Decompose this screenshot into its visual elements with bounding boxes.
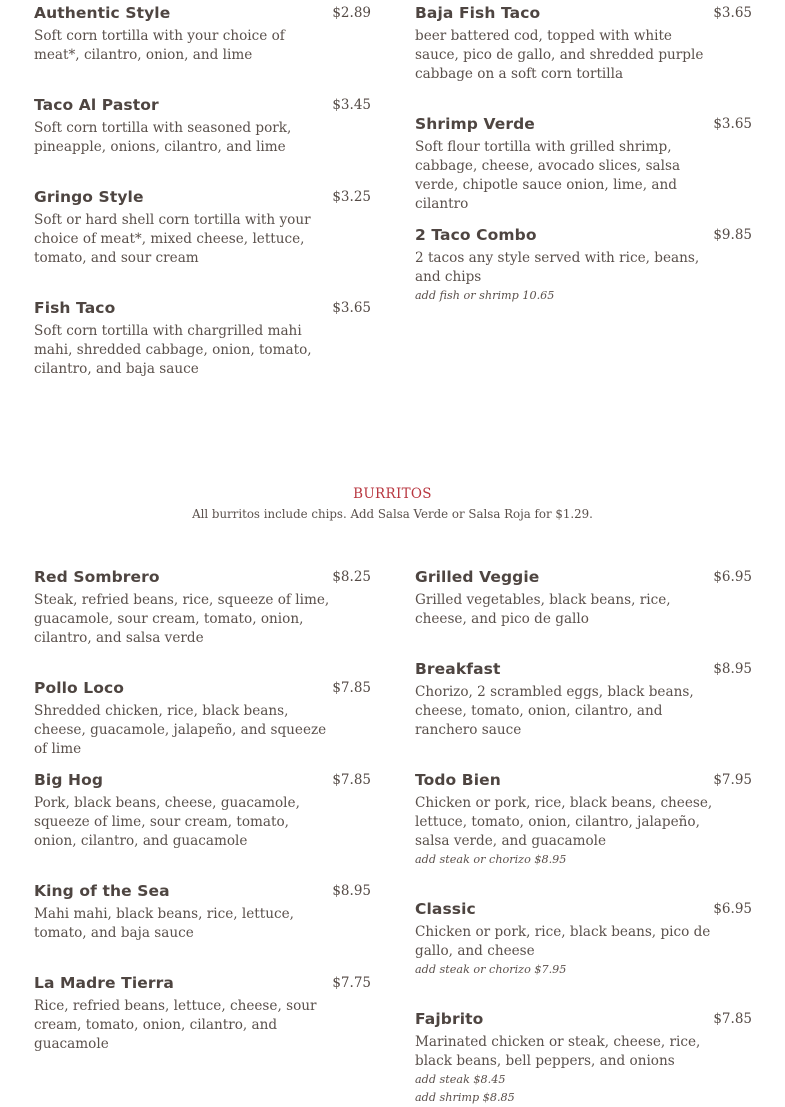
item-name: Pollo Loco <box>34 679 125 697</box>
item-price: $8.25 <box>332 569 371 585</box>
item-description: Soft or hard shell corn tortilla with your choice of meat*, mixed cheese, lettuce, tomato, and sour cream <box>34 212 311 266</box>
item-price: $3.25 <box>332 189 371 205</box>
item-description: Chicken or pork, rice, black beans, pico de gallo, and cheese <box>415 924 711 959</box>
item-description: Chorizo, 2 scrambled eggs, black beans, cheese, tomato, onion, cilantro, and ranchero sauce <box>415 684 694 738</box>
item-name: Red Sombrero <box>34 568 160 586</box>
menu-item-gringo-style <box>34 187 371 268</box>
item-note: add steak or chorizo $7.95 <box>415 963 567 976</box>
burritos-left-column-5 <box>34 973 371 1054</box>
item-price: $8.95 <box>332 883 371 899</box>
menu-item-taco-al-pastor <box>34 95 371 157</box>
burritos-left-column <box>34 567 371 648</box>
menu-item-classic <box>415 899 752 979</box>
burritos-left-column-2 <box>34 678 371 759</box>
menu-item-la-madre-tierra <box>34 973 371 1054</box>
item-name: 2 Taco Combo <box>415 226 537 244</box>
menu-item-red-sombrero <box>34 567 371 648</box>
item-name: Fish Taco <box>34 299 116 317</box>
menu-item-2-taco-combo <box>415 225 752 305</box>
item-name: King of the Sea <box>34 882 170 900</box>
tacos-right-column-3 <box>415 225 752 305</box>
item-note: add fish or shrimp 10.65 <box>415 289 555 302</box>
item-price: $3.65 <box>713 5 752 21</box>
burritos-right-column <box>415 567 752 629</box>
item-description: Soft corn tortilla with chargrilled mahi mahi, shredded cabbage, onion, tomato, cilantro, and baja sauce <box>34 323 312 377</box>
item-note: add steak or chorizo $8.95 <box>415 853 567 866</box>
tacos-right-column <box>415 3 752 84</box>
menu-item-grilled-veggie <box>415 567 752 629</box>
burritos-right-column-2 <box>415 659 752 740</box>
item-description: beer battered cod, topped with white sauce, pico de gallo, and shredded purple cabbage on a soft corn tortilla <box>415 28 704 82</box>
item-price: $8.95 <box>713 661 752 677</box>
menu-item-big-hog <box>34 770 371 851</box>
item-name: Grilled Veggie <box>415 568 540 586</box>
item-description: Marinated chicken or steak, cheese, rice, black beans, bell peppers, and onions <box>415 1034 701 1069</box>
item-name: Gringo Style <box>34 188 144 206</box>
burritos-right-column-3 <box>415 770 752 869</box>
item-description: Soft corn tortilla with seasoned pork, pineapple, onions, cilantro, and lime <box>34 120 292 155</box>
item-description: Pork, black beans, cheese, guacamole, squeeze of lime, sour cream, tomato, onion, cilantro, and guacamole <box>34 795 300 849</box>
item-description: Mahi mahi, black beans, rice, lettuce, tomato, and baja sauce <box>34 906 294 941</box>
item-price: $3.45 <box>332 97 371 113</box>
item-price: $7.95 <box>713 772 752 788</box>
tacos-left-column <box>34 3 371 65</box>
tacos-left-column-4 <box>34 298 371 379</box>
burritos-right-column-5 <box>415 1009 752 1107</box>
menu-item-breakfast <box>415 659 752 740</box>
tacos-left-column-2 <box>34 95 371 157</box>
item-price: $7.75 <box>332 975 371 991</box>
section-note-burritos: All burritos include chips. Add Salsa Verde or Salsa Roja for $1.29. <box>192 507 593 521</box>
item-name: Big Hog <box>34 771 104 789</box>
item-name: La Madre Tierra <box>34 974 174 992</box>
item-note: add shrimp $8.85 <box>415 1091 515 1104</box>
item-price: $6.95 <box>713 901 752 917</box>
tacos-left-column-3 <box>34 187 371 268</box>
menu-item-baja-fish-taco <box>415 3 752 84</box>
item-price: $3.65 <box>713 116 752 132</box>
tacos-right-column-2 <box>415 114 752 214</box>
item-description: Grilled vegetables, black beans, rice, cheese, and pico de gallo <box>415 592 671 627</box>
menu-item-fish-taco <box>34 298 371 379</box>
burritos-right-column-4 <box>415 899 752 979</box>
item-price: $7.85 <box>332 772 371 788</box>
menu-item-authentic-style <box>34 3 371 65</box>
item-description: Soft flour tortilla with grilled shrimp, cabbage, cheese, avocado slices, salsa verde, chipotle sauce onion, lime, and cilantro <box>415 139 681 212</box>
menu-item-fajbrito <box>415 1009 752 1107</box>
item-description: Chicken or pork, rice, black beans, cheese, lettuce, tomato, onion, cilantro, jalapeño, salsa verde, and guacamole <box>415 795 713 849</box>
item-name: Fajbrito <box>415 1010 484 1028</box>
item-description: 2 tacos any style served with rice, beans, and chips <box>415 250 700 285</box>
menu-item-king-of-the-sea <box>34 881 371 943</box>
item-price: $9.85 <box>713 227 752 243</box>
item-price: $7.85 <box>332 680 371 696</box>
item-description: Rice, refried beans, lettuce, cheese, sour cream, tomato, onion, cilantro, and guacamole <box>34 998 317 1052</box>
item-price: $7.85 <box>713 1011 752 1027</box>
menu-item-shrimp-verde <box>415 114 752 214</box>
item-price: $2.89 <box>332 5 371 21</box>
item-name: Classic <box>415 900 476 918</box>
item-price: $6.95 <box>713 569 752 585</box>
item-description: Soft corn tortilla with your choice of meat*, cilantro, onion, and lime <box>34 28 285 63</box>
item-price: $3.65 <box>332 300 371 316</box>
item-name: Authentic Style <box>34 4 171 22</box>
item-note: add steak $8.45 <box>415 1073 506 1086</box>
item-name: Shrimp Verde <box>415 115 535 133</box>
menu-item-pollo-loco <box>34 678 371 759</box>
item-name: Todo Bien <box>415 771 501 789</box>
item-name: Breakfast <box>415 660 501 678</box>
burritos-left-column-4 <box>34 881 371 943</box>
menu-item-todo-bien <box>415 770 752 869</box>
item-name: Baja Fish Taco <box>415 4 541 22</box>
burritos-left-column-3 <box>34 770 371 851</box>
item-description: Shredded chicken, rice, black beans, cheese, guacamole, jalapeño, and squeeze of lime <box>34 703 327 757</box>
item-description: Steak, refried beans, rice, squeeze of lime, guacamole, sour cream, tomato, onion, cilantro, and salsa verde <box>34 592 330 646</box>
item-name: Taco Al Pastor <box>34 96 159 114</box>
section-title-burritos: BURRITOS <box>353 486 432 502</box>
